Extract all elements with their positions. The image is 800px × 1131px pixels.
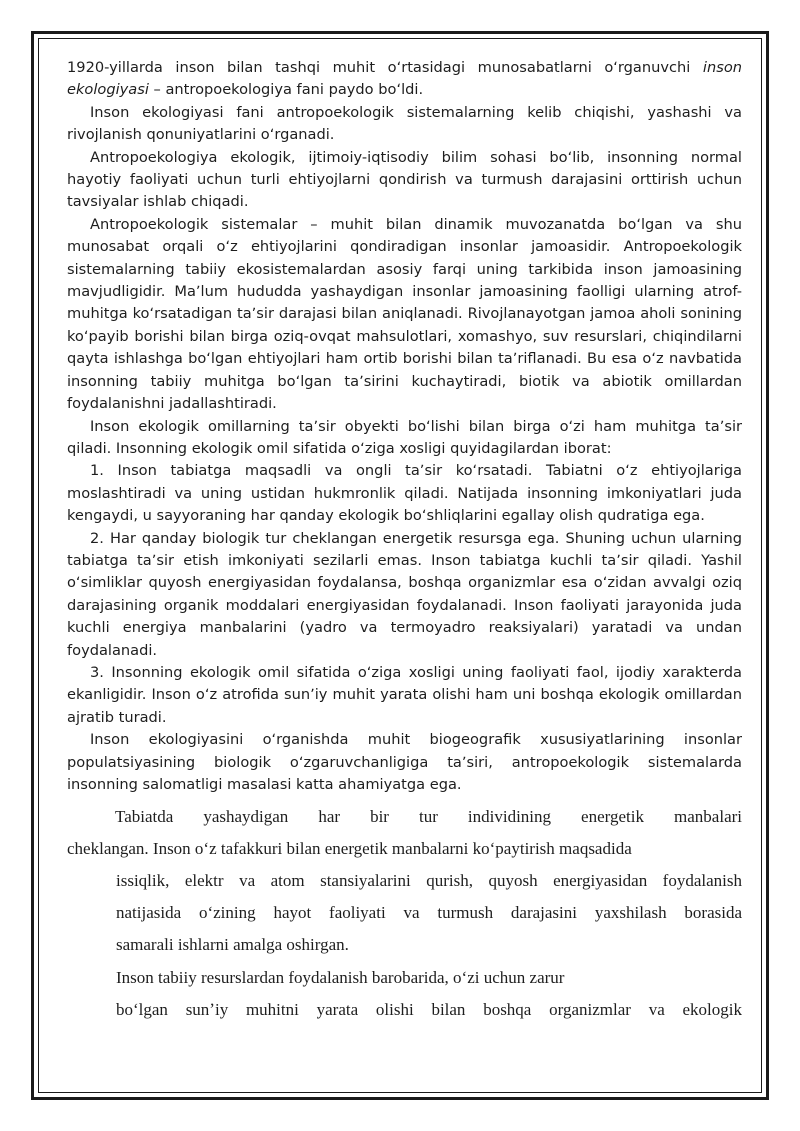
inson-ekologiyasi-term: inson ekologiyasi [67, 59, 742, 99]
paragraph-final: Inson ekologiyasini oʻrganishda muhit biogeografik xususiyatlarining insonlar populatsiyasining biologik oʻzgaruvchanligiga taʼsiri, antropoekologik sistemalarda insonning salomatligi masalasi katta ahamiyatga ega. [67, 731, 742, 793]
serif-line-1: Tabiatda yashaydigan har bir tur individining energetik manbalari [115, 807, 742, 827]
paragraph-intro: 1920-yillarda inson bilan tashqi muhit oʻrtasidagi munosabatlarni oʻrganuvchi inson ekologiyasi – antropoekologiya fani paydo boʻldi. [67, 59, 742, 99]
document-body [67, 57, 742, 1026]
serif-line-3c: samarali ishlarni amalga oshirgan. [116, 935, 349, 955]
serif-paragraph-4 [67, 962, 742, 1026]
list-item-2: 2. Har qanday biologik tur cheklangan energetik resursga ega. Shuning uchun ularning tabiatga taʼsir etish imkoniyati sezilarli emas. Inson tabiatga kuchli taʼsir qiladi. Yashil oʻsimliklar quyosh energiyasidan foydalansa, boshqa organizmlar esa oʻzidan avvalgi oziq darajasining organik moddalari energiyasidan foydalanadi. Inson faoliyati jarayonida juda kuchli energiya manbalarini (yadro va termoyadro reaksiyalari) yaratadi va undan foydalanadi. [67, 529, 742, 659]
paragraph-5: Inson ekologik omillarning taʼsir obyekti boʻlishi bilan birga oʻzi ham muhitga taʼsir qiladi. Insonning ekologik omil sifatida oʻziga xosligi quyidagilardan iborat: [67, 417, 742, 457]
serif-line-4a: Inson tabiiy resurslardan foydalanish barobarida, oʻzi uchun zarur [116, 968, 565, 988]
serif-line-4b: boʻlgan sunʼiy muhitni yarata olishi bilan boshqa organizmlar va ekologik [116, 1000, 742, 1020]
list-item-1: 1. Inson tabiatga maqsadli va ongli taʼsir koʻrsatadi. Tabiatni oʻz ehtiyojlariga moslashtiradi va uning ustidan hukmronlik qiladi. Natijada insonning imkoniyatlari juda kengaydi, u sayyoraning har qanday ekologik boʻshliqlarini egallay olish qudratiga ega. [67, 462, 742, 525]
serif-line-3b: natijasida oʻzining hayot faoliyati va turmush darajasini yaxshilash borasida [116, 903, 742, 923]
serif-line-2: cheklangan. Inson oʻz tafakkuri bilan energetik manbalarni koʻpaytirish maqsadida [67, 839, 632, 859]
paragraph-2: Inson ekologiyasi fani antropoekologik sistemalarning kelib chiqishi, yashashi va rivojlanish qonuniyatlarini oʻrganadi. [67, 103, 742, 144]
serif-line-3a: issiqlik, elektr va atom stansiyalarini qurish, quyosh energiyasidan foydalanish [116, 871, 742, 891]
serif-paragraph-3 [67, 865, 742, 961]
paragraph-4: Antropoekologik sistemalar – muhit bilan dinamik muvozanatda boʻlgan va shu munosabat orqali oʻz ehtiyojlarini qondiradigan insonlar jamoasidir. Antropoekologik sistemalarning tabiiy ekosistemalardan asosiy farqi uning tarkibida inson jamoasining mavjudligidir. Maʼlum hududda yashaydigan insonlar jamoasining faolligi ularning atrof-muhitga koʻrsatadigan taʼsir darajasi bilan aniqlanadi. Rivojlanayotgan jamoa aholi sonining koʻpayib borishi bilan birga oziq-ovqat mahsulotlari, xomashyo, suv resurslari, chiqindilarni qayta ishlashga boʻlgan ehtiyojlari ham ortib borishi bilan taʼriflanadi. Bu esa oʻz navbatida insonning tabiiy muhitga boʻlgan taʼsirini kuchaytiradi, biotik va abiotik omillardan foydalanishni jadallashtiradi. [67, 215, 742, 413]
paragraph-3: Antropoekologiya ekologik, ijtimoiy-iqtisodiy bilim sohasi boʻlib, insonning normal hayotiy faoliyati uchun turli ehtiyojlarni qondirish va turmush darajasini orttirish uchun tavsiyalar ishlab chiqadi. [67, 148, 742, 211]
sans-text-section [67, 57, 742, 796]
serif-text-section [67, 804, 742, 1026]
list-item-3: 3. Insonning ekologik omil sifatida oʻziga xosligi uning faoliyati faol, ijodiy xarakterda ekanligidir. Inson oʻz atrofida sunʼiy muhit yarata olishi ham uni boshqa ekologik omillardan ajratib turadi. [67, 663, 742, 726]
